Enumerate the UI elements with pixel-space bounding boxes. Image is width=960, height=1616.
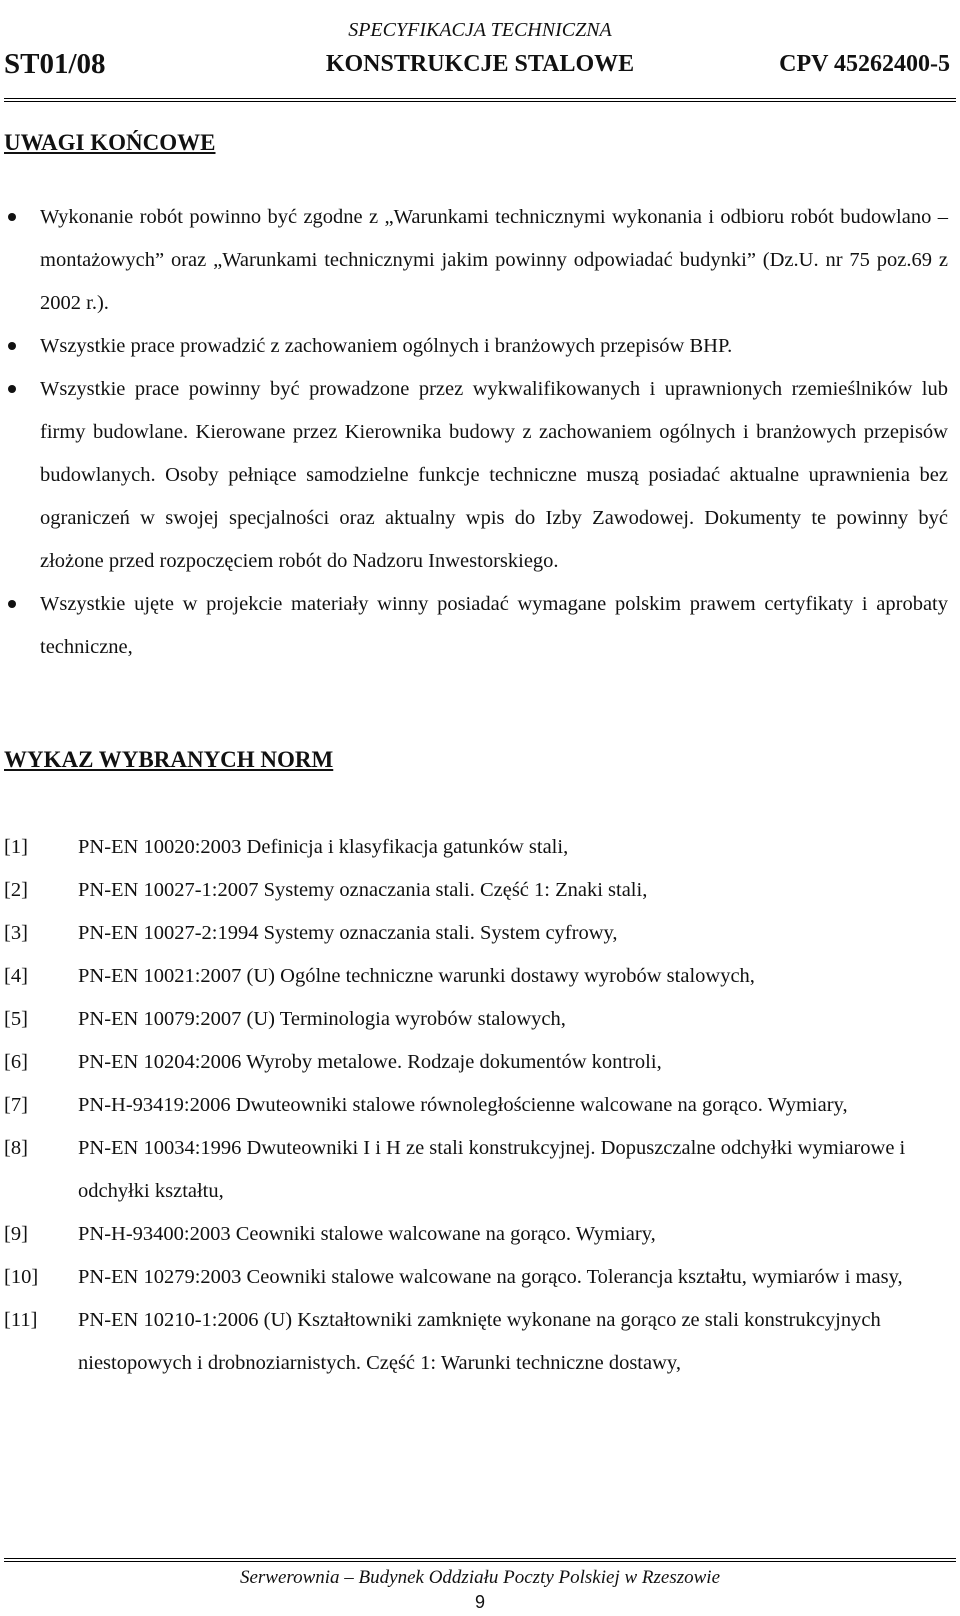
norm-text: PN-EN 10027-2:1994 Systemy oznaczania stali. System cyfrowy, <box>78 922 618 944</box>
norm-text: PN-EN 10210-1:2006 (U) Kształtowniki zamknięte wykonane na gorąco ze stali konstrukcyjnych niestopowych i drobnoziarnistych. Część 1: Warunki techniczne dostawy, <box>78 1309 881 1374</box>
norm-number: [3] <box>4 922 28 944</box>
norm-item <box>4 826 948 869</box>
norms-list <box>4 826 948 1385</box>
norm-number: [2] <box>4 879 28 901</box>
norm-text: PN-EN 10021:2007 (U) Ogólne techniczne warunki dostawy wyrobów stalowych, <box>78 965 755 987</box>
bullet-icon <box>8 600 16 608</box>
norm-text: PN-EN 10204:2006 Wyroby metalowe. Rodzaje dokumentów kontroli, <box>78 1051 662 1073</box>
section-heading-final-remarks: UWAGI KOŃCOWE <box>4 130 216 155</box>
norm-text: PN-H-93400:2003 Ceowniki stalowe walcowane na gorąco. Wymiary, <box>78 1223 656 1245</box>
norm-text: PN-EN 10079:2007 (U) Terminologia wyrobów stalowych, <box>78 1008 566 1030</box>
norm-item <box>4 1299 948 1385</box>
bullet-icon <box>8 213 16 221</box>
norm-item <box>4 1256 948 1299</box>
norm-item <box>4 1041 948 1084</box>
norm-text: PN-EN 10279:2003 Ceowniki stalowe walcowane na gorąco. Tolerancja kształtu, wymiarów i masy, <box>78 1266 903 1288</box>
norm-number: [6] <box>4 1051 28 1073</box>
footer-project-name: Serwerownia – Budynek Oddziału Poczty Polskiej w Rzeszowie <box>239 1567 721 1588</box>
norm-number: [5] <box>4 1008 28 1030</box>
header-divider <box>4 98 956 102</box>
list-item-text: Wszystkie ujęte w projekcie materiały winny posiadać wymagane polskim prawem certyfikaty i aprobaty techniczne, <box>40 593 948 658</box>
norm-item <box>4 1127 948 1213</box>
page-number: 9 <box>474 1592 485 1612</box>
norm-item <box>4 1084 948 1127</box>
norm-number: [10] <box>4 1266 39 1288</box>
header-document-code: ST01/08 <box>4 48 106 80</box>
header-subtitle: SPECYFIKACJA TECHNICZNA <box>348 19 612 41</box>
norm-item <box>4 1213 948 1256</box>
remarks-list <box>40 196 948 669</box>
norm-number: [7] <box>4 1094 28 1116</box>
list-item-text: Wszystkie prace powinny być prowadzone przez wykwalifikowanych i uprawnionych rzemieślników lub firmy budowlane. Kierowane przez Kierownika budowy z zachowaniem ogólnych i branżowych przepisów budowlanych. Osoby pełniące samodzielne funkcje techniczne muszą posiadać aktualne uprawnienia bez ograniczeń w swojej specjalności oraz aktualny wpis do Izby Zawodowej. Dokumenty te powinny być złożone przed rozpoczęciem robót do Nadzoru Inwestorskiego. <box>40 378 948 572</box>
list-item <box>40 368 948 583</box>
bullet-icon <box>8 342 16 350</box>
bullet-icon <box>8 385 16 393</box>
norm-item <box>4 912 948 955</box>
header-title: KONSTRUKCJE STALOWE <box>325 51 635 77</box>
norm-number: [1] <box>4 836 28 858</box>
norm-text: PN-EN 10020:2003 Definicja i klasyfikacja gatunków stali, <box>78 836 569 858</box>
norm-item <box>4 869 948 912</box>
norm-number: [9] <box>4 1223 28 1245</box>
norm-number: [4] <box>4 965 28 987</box>
norm-number: [8] <box>4 1137 28 1159</box>
norm-text: PN-H-93419:2006 Dwuteowniki stalowe równoległościenne walcowane na gorąco. Wymiary, <box>78 1094 848 1116</box>
footer-divider <box>4 1558 956 1562</box>
list-item <box>40 583 948 669</box>
list-item-text: Wszystkie prace prowadzić z zachowaniem ogólnych i branżowych przepisów BHP. <box>40 335 733 357</box>
header-cpv-code: CPV 45262400-5 <box>779 51 950 77</box>
list-item-text: Wykonanie robót powinno być zgodne z „Warunkami technicznymi wykonania i odbioru robót budowlano – montażowych” oraz „Warunkami technicznymi jakim powinny odpowiadać budynki” (Dz.U. nr 75 poz.69 z 2002 r.). <box>40 206 948 314</box>
norm-item <box>4 955 948 998</box>
norm-number: [11] <box>4 1309 38 1331</box>
norm-text: PN-EN 10027-1:2007 Systemy oznaczania stali. Część 1: Znaki stali, <box>78 879 648 901</box>
norm-item <box>4 998 948 1041</box>
list-item <box>40 325 948 368</box>
section-heading-norms: WYKAZ WYBRANYCH NORM <box>4 747 334 772</box>
list-item <box>40 196 948 325</box>
norm-text: PN-EN 10034:1996 Dwuteowniki I i H ze stali konstrukcyjnej. Dopuszczalne odchyłki wymiarowe i odchyłki kształtu, <box>78 1137 906 1202</box>
